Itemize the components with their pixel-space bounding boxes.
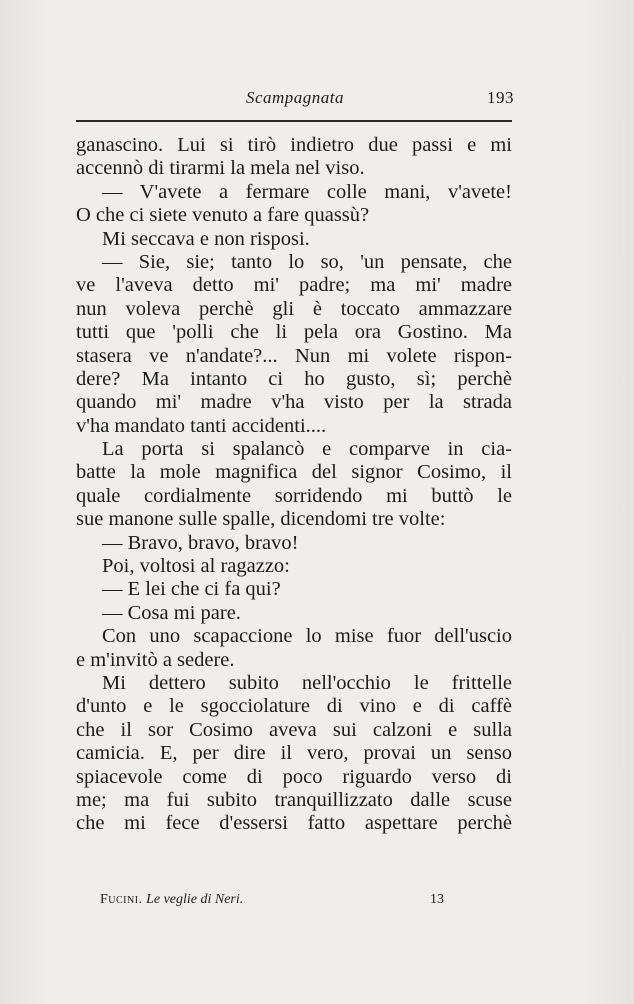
text-line: ganascino. Lui si tirò indietro due passi e mi xyxy=(76,134,512,156)
text-line: che mi fece d'essersi fatto aspettare perchè xyxy=(76,812,512,835)
page-footer xyxy=(100,892,512,912)
page-number: 193 xyxy=(487,88,514,107)
running-header xyxy=(76,88,514,114)
text-line: — Cosa mi pare. xyxy=(102,601,241,624)
text-line: d'unto e le sgocciolature di vino e di caffè xyxy=(76,695,512,718)
text-line: dere? Ma intanto ci ho gusto, sì; perchè xyxy=(76,367,512,390)
text-line: — E lei che ci fa qui? xyxy=(102,578,281,601)
footer-author: Fucini. xyxy=(100,892,143,907)
text-line: e m'invitò a sedere. xyxy=(76,648,235,671)
text-line: sue manone sulle spalle, dicendomi tre volte: xyxy=(76,508,446,531)
text-line: Con uno scapaccione lo mise fuor dell'uscio xyxy=(102,625,512,648)
signature-mark: 13 xyxy=(430,892,444,907)
text-line: accennò di tirarmi la mela nel viso. xyxy=(76,157,365,180)
text-line: Mi seccava e non risposi. xyxy=(102,227,310,250)
header-rule xyxy=(76,120,512,122)
text-line: — Bravo, bravo, bravo! xyxy=(102,531,299,554)
text-line: quale cordialmente sorridendo mi buttò le xyxy=(76,484,512,507)
text-line: che il sor Cosimo aveva sui calzoni e sulla xyxy=(76,718,512,741)
text-line: — Sie, sie; tanto lo so, 'un pensate, che xyxy=(102,250,512,273)
text-line: nun voleva perchè gli è toccato ammazzare xyxy=(76,297,512,320)
text-line: tutti que 'polli che li pela ora Gostino. Ma xyxy=(76,321,512,344)
text-line: — V'avete a fermare colle mani, v'avete! xyxy=(102,180,512,203)
body-text xyxy=(76,134,512,836)
text-line: v'ha mandato tanti accidenti.... xyxy=(76,414,327,437)
text-line: O che ci siete venuto a fare quassù? xyxy=(76,204,370,227)
text-line: spiacevole come di poco riguardo verso di xyxy=(76,765,512,788)
running-title: Scampagnata xyxy=(245,88,345,107)
text-line: quando mi' madre v'ha visto per la strada xyxy=(76,391,512,414)
text-line: ve l'aveva detto mi' padre; ma mi' madre xyxy=(76,274,512,297)
text-line: camicia. E, per dire il vero, provai un senso xyxy=(76,742,512,765)
text-line: Poi, voltosi al ragazzo: xyxy=(102,555,290,578)
text-line: me; ma fui subito tranquillizzato dalle scuse xyxy=(76,788,512,811)
footer-book-title: Le veglie di Neri. xyxy=(146,892,244,907)
text-line: Mi dettero subito nell'occhio le frittelle xyxy=(102,671,512,694)
text-line: La porta si spalancò e comparve in cia- xyxy=(102,438,512,461)
text-line: batte la mole magnifica del signor Cosimo, il xyxy=(76,461,512,484)
footer-signature xyxy=(100,892,243,908)
text-line: stasera ve n'andate?... Nun mi volete rispon- xyxy=(76,344,512,367)
